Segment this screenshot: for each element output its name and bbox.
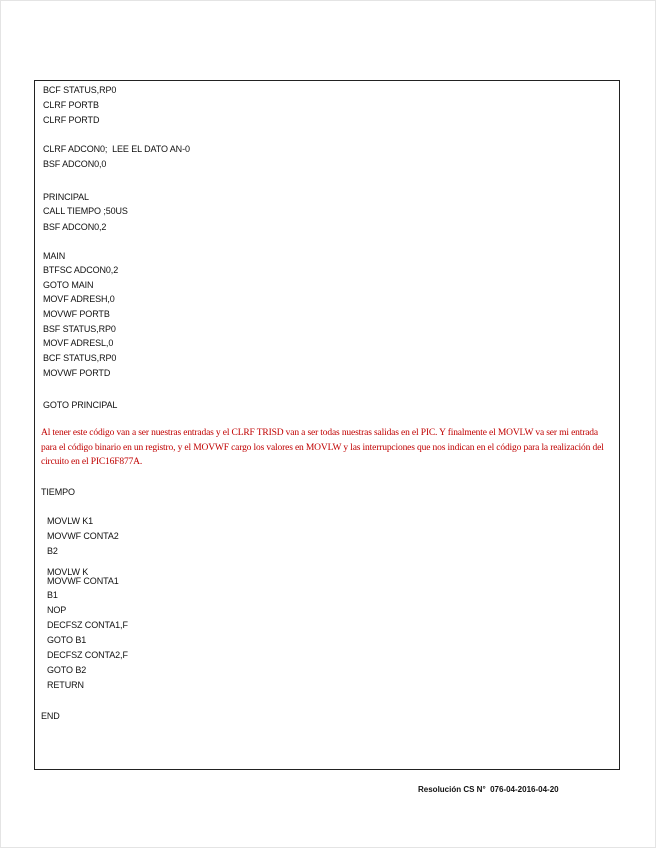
code-line: BSF STATUS,RP0 — [43, 324, 116, 334]
code-line: CLRF ADCON0; LEE EL DATO AN-0 — [43, 144, 190, 154]
explanation-note: Al tener este código van a ser nuestras entradas y el CLRF TRISD van a ser todas nuestras salidas en el PIC. Y finalmente el MOVLW va ser mi entrada para el código binario en un registro, y el MOVWF cargo los valores en MOVLW y las interrupciones que nos indican en el código para la realización del circuito en el PIC16F877A. — [41, 428, 604, 467]
code-line: END — [41, 711, 60, 721]
code-line: CLRF PORTB — [43, 100, 99, 110]
code-line: DECFSZ CONTA2,F — [47, 650, 128, 660]
code-line: NOP — [47, 605, 67, 615]
code-line: BSF ADCON0,2 — [43, 222, 107, 232]
code-line: CALL TIEMPO ;50US — [43, 206, 128, 216]
code-line: B2 — [47, 546, 58, 556]
code-line: MOVLW K1 — [47, 516, 94, 526]
document-frame — [34, 80, 620, 770]
code-line: PRINCIPAL — [43, 192, 89, 202]
code-line: MOVWF PORTD — [43, 368, 111, 378]
code-line: MOVLW K — [47, 567, 89, 577]
code-line: MOVWF PORTB — [43, 309, 110, 319]
code-line: MAIN — [43, 251, 66, 261]
code-line: B1 — [47, 590, 58, 600]
code-line: GOTO B1 — [47, 635, 87, 645]
code-line: MOVF ADRESH,0 — [43, 294, 115, 304]
code-line: TIEMPO — [41, 487, 75, 497]
code-line: BTFSC ADCON0,2 — [43, 265, 119, 275]
code-line: MOVF ADRESL,0 — [43, 338, 114, 348]
code-line: BSF ADCON0,0 — [43, 159, 107, 169]
code-line: DECFSZ CONTA1,F — [47, 620, 128, 630]
code-line: BCF STATUS,RP0 — [43, 85, 117, 95]
code-line: GOTO PRINCIPAL — [43, 400, 118, 410]
code-line: MOVWF CONTA2 — [47, 531, 119, 541]
resolution-footer: Resolución CS N° 076-04-2016-04-20 — [418, 785, 559, 794]
code-line: BCF STATUS,RP0 — [43, 353, 117, 363]
code-line: GOTO MAIN — [43, 280, 94, 290]
code-line: RETURN — [47, 680, 84, 690]
code-line: CLRF PORTD — [43, 115, 100, 125]
code-line: MOVWF CONTA1 — [47, 576, 119, 586]
code-line: GOTO B2 — [47, 665, 87, 675]
